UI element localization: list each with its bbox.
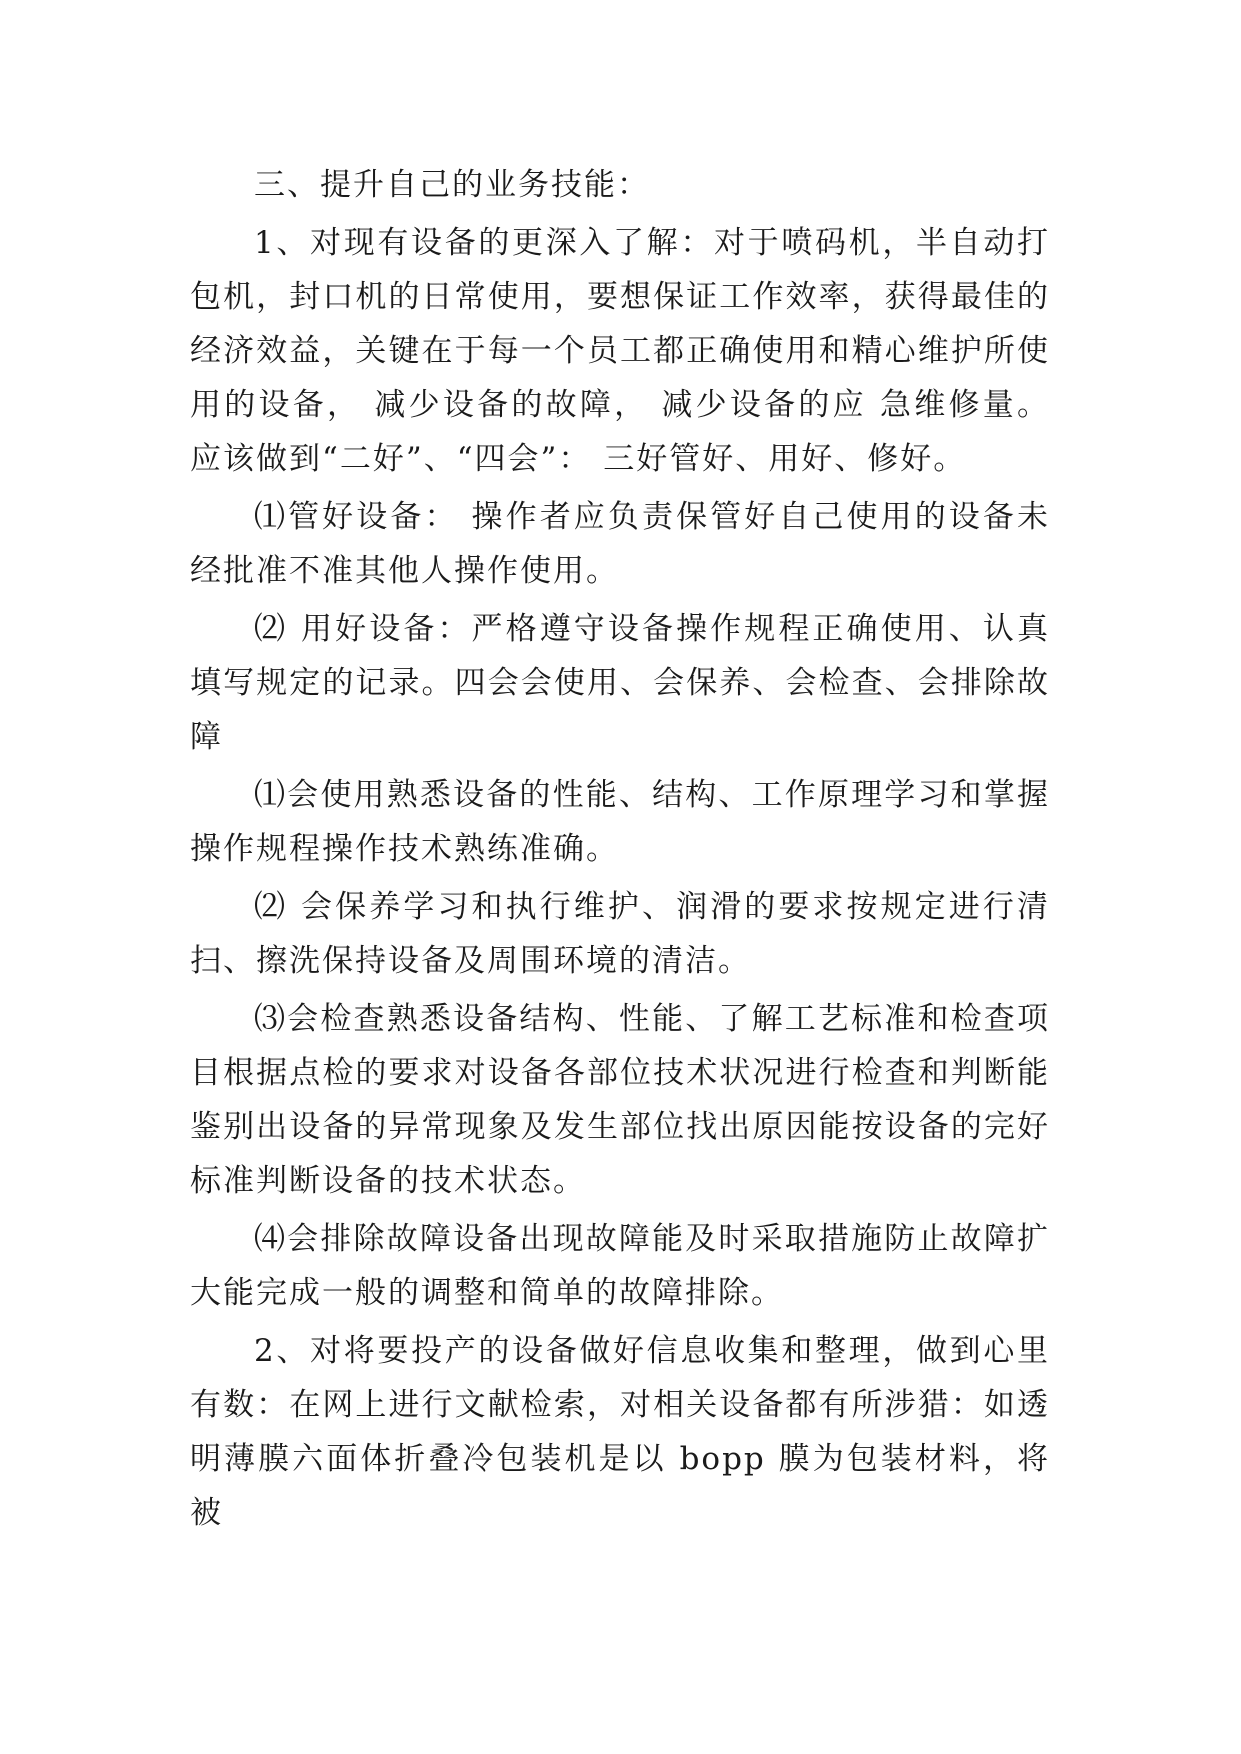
paragraph-can-maintain: ⑵ 会保养学习和执行维护、润滑的要求按规定进行清扫、擦洗保持设备及周围环境的清洁。 xyxy=(190,889,1050,979)
paragraph-equipment-understanding: 1、对现有设备的更深入了解：对于喷码机，半自动打包机，封口机的日常使用，要想保证工作效率，获得最佳的经济效益，关键在于每一个员工都正确使用和精心维护所使用的设备， 减少设备的故障， 减少设备的应 急维修量。应该做到“二好”、“四会”： 三好管好、用好、修好。 xyxy=(190,225,1050,477)
paragraph-manage-equipment: ⑴管好设备： 操作者应负责保管好自己使用的设备未经批准不准其他人操作使用。 xyxy=(190,499,1050,589)
paragraph-can-inspect: ⑶会检查熟悉设备结构、性能、了解工艺标准和检查项目根据点检的要求对设备各部位技术状况进行检查和判断能鉴别出设备的异常现象及发生部位找出原因能按设备的完好标准判断设备的技术状态。 xyxy=(190,1001,1050,1199)
paragraph-can-troubleshoot: ⑷会排除故障设备出现故障能及时采取措施防止故障扩大能完成一般的调整和简单的故障排除。 xyxy=(190,1221,1050,1311)
paragraph-use-equipment: ⑵ 用好设备：严格遵守设备操作规程正确使用、认真填写规定的记录。四会会使用、会保养、会检查、会排除故障 xyxy=(190,611,1050,755)
section-heading: 三、提升自己的业务技能： xyxy=(254,167,650,203)
paragraph-can-use: ⑴会使用熟悉设备的性能、结构、工作原理学习和掌握操作规程操作技术熟练准确。 xyxy=(190,777,1050,867)
paragraph-new-equipment: 2、对将要投产的设备做好信息收集和整理，做到心里有数：在网上进行文献检索，对相关设备都有所涉猎：如透明薄膜六面体折叠冷包装机是以 bopp 膜为包装材料，将被 xyxy=(190,1333,1050,1531)
document-body xyxy=(190,158,1050,1544)
